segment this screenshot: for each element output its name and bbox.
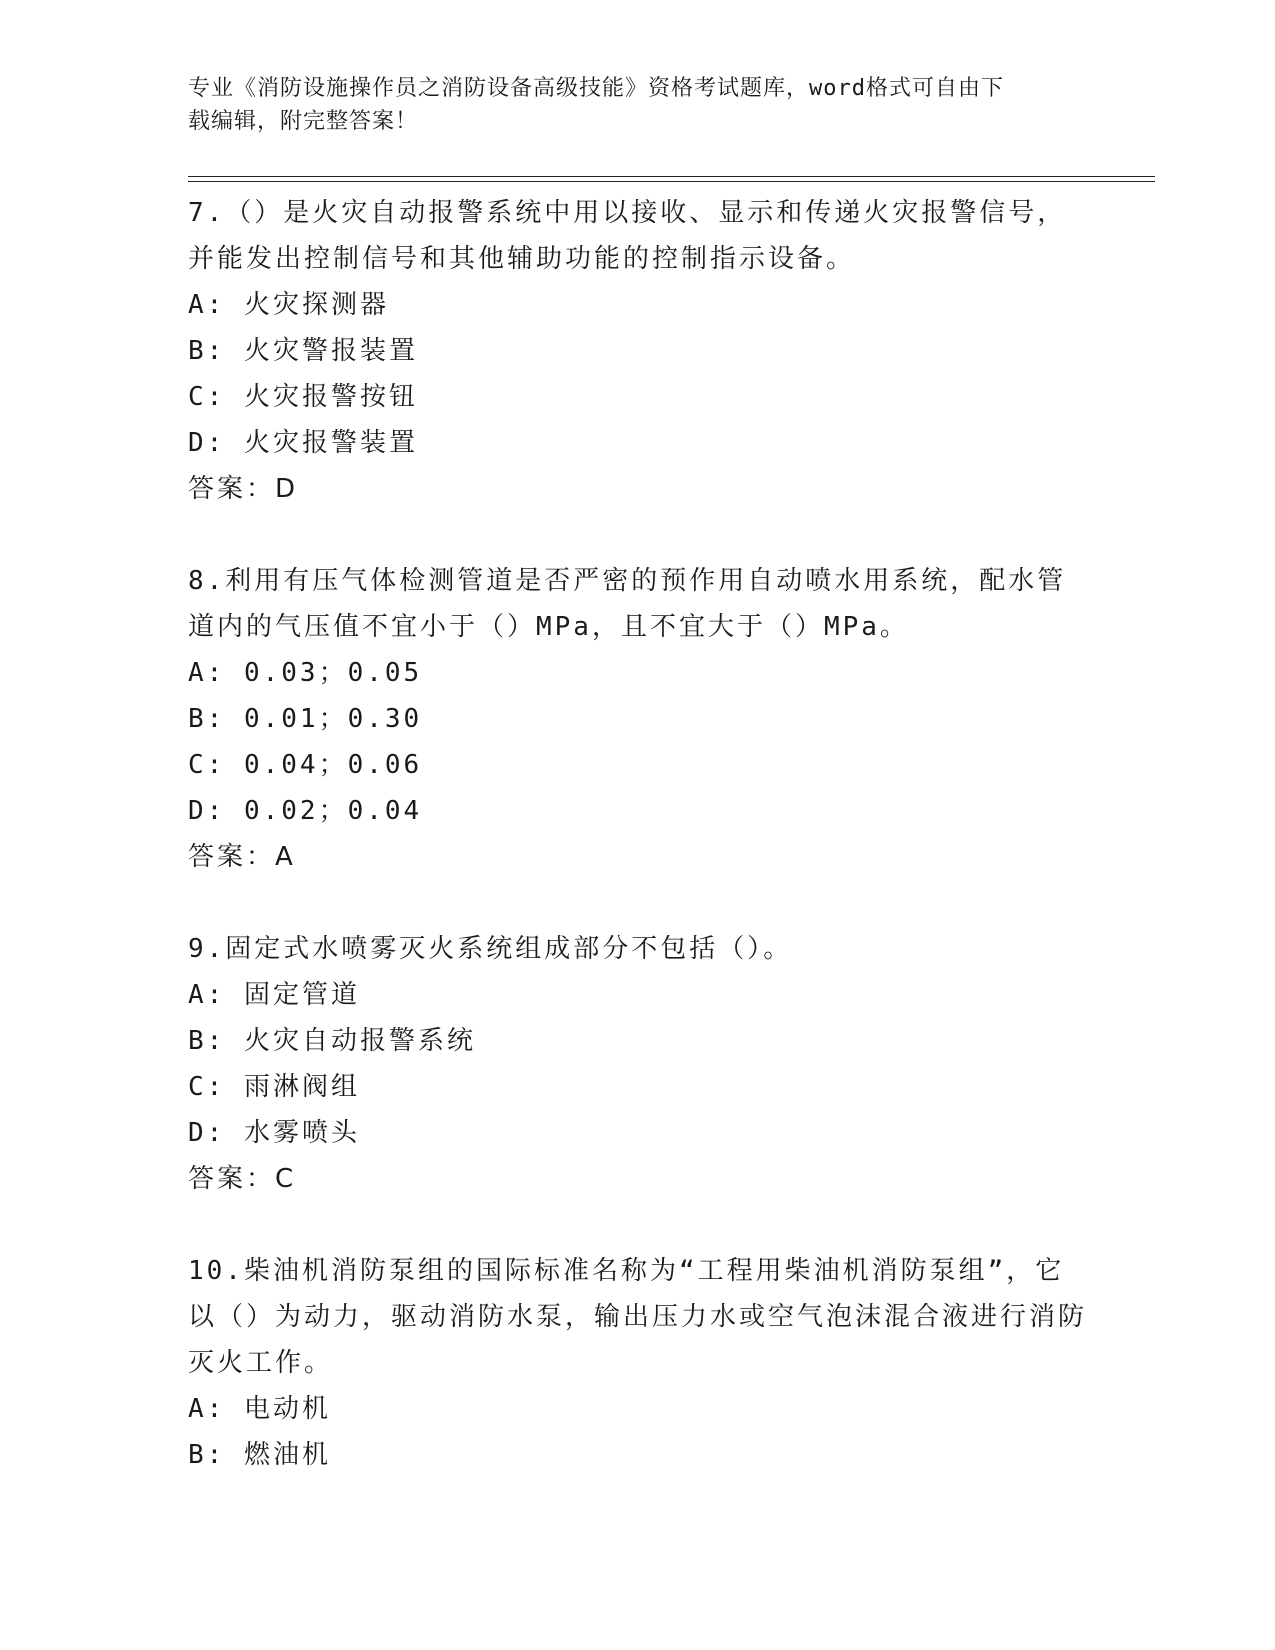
option-a: A: 0.03；0.05 — [188, 658, 423, 688]
option-c: C: 0.04；0.06 — [188, 750, 423, 780]
header-divider-top — [188, 176, 1155, 177]
question-7 — [188, 190, 1088, 512]
header-line-2: 载编辑，附完整答案！ — [188, 109, 419, 134]
option-a: A: 固定管道 — [188, 980, 360, 1010]
question-stem: 8.利用有压气体检测管道是否严密的预作用自动喷水用系统，配水管道内的气压值不宜小于（）MPa，且不宜大于（）MPa。 — [188, 566, 1067, 642]
question-9 — [188, 926, 1088, 1202]
option-d: D: 0.02；0.04 — [188, 796, 423, 826]
option-c: C: 火灾报警按钮 — [188, 382, 418, 412]
answer: 答案：D — [188, 474, 299, 504]
option-b: B: 火灾自动报警系统 — [188, 1026, 476, 1056]
question-8 — [188, 558, 1088, 880]
option-d: D: 火灾报警装置 — [188, 428, 418, 458]
document-header — [188, 72, 1068, 138]
header-line-1: 专业《消防设施操作员之消防设备高级技能》资格考试题库，word格式可自由下 — [188, 76, 1004, 101]
answer: 答案：C — [188, 1164, 297, 1194]
question-list — [188, 190, 1088, 1524]
question-stem: 7.（）是火灾自动报警系统中用以接收、显示和传递火灾报警信号，并能发出控制信号和其他辅助功能的控制指示设备。 — [188, 198, 1067, 274]
option-b: B: 燃油机 — [188, 1440, 331, 1470]
option-c: C: 雨淋阀组 — [188, 1072, 360, 1102]
answer: 答案：A — [188, 842, 296, 872]
question-stem: 9.固定式水喷雾灭火系统组成部分不包括（）。 — [188, 934, 793, 964]
header-divider-bottom — [188, 181, 1155, 182]
question-stem: 10.柴油机消防泵组的国际标准名称为“工程用柴油机消防泵组”，它以（）为动力，驱动消防水泵，输出压力水或空气泡沫混合液进行消防灭火工作。 — [188, 1256, 1088, 1378]
option-a: A: 电动机 — [188, 1394, 331, 1424]
option-d: D: 水雾喷头 — [188, 1118, 360, 1148]
question-10 — [188, 1248, 1088, 1478]
option-b: B: 0.01；0.30 — [188, 704, 423, 734]
option-a: A: 火灾探测器 — [188, 290, 389, 320]
option-b: B: 火灾警报装置 — [188, 336, 418, 366]
